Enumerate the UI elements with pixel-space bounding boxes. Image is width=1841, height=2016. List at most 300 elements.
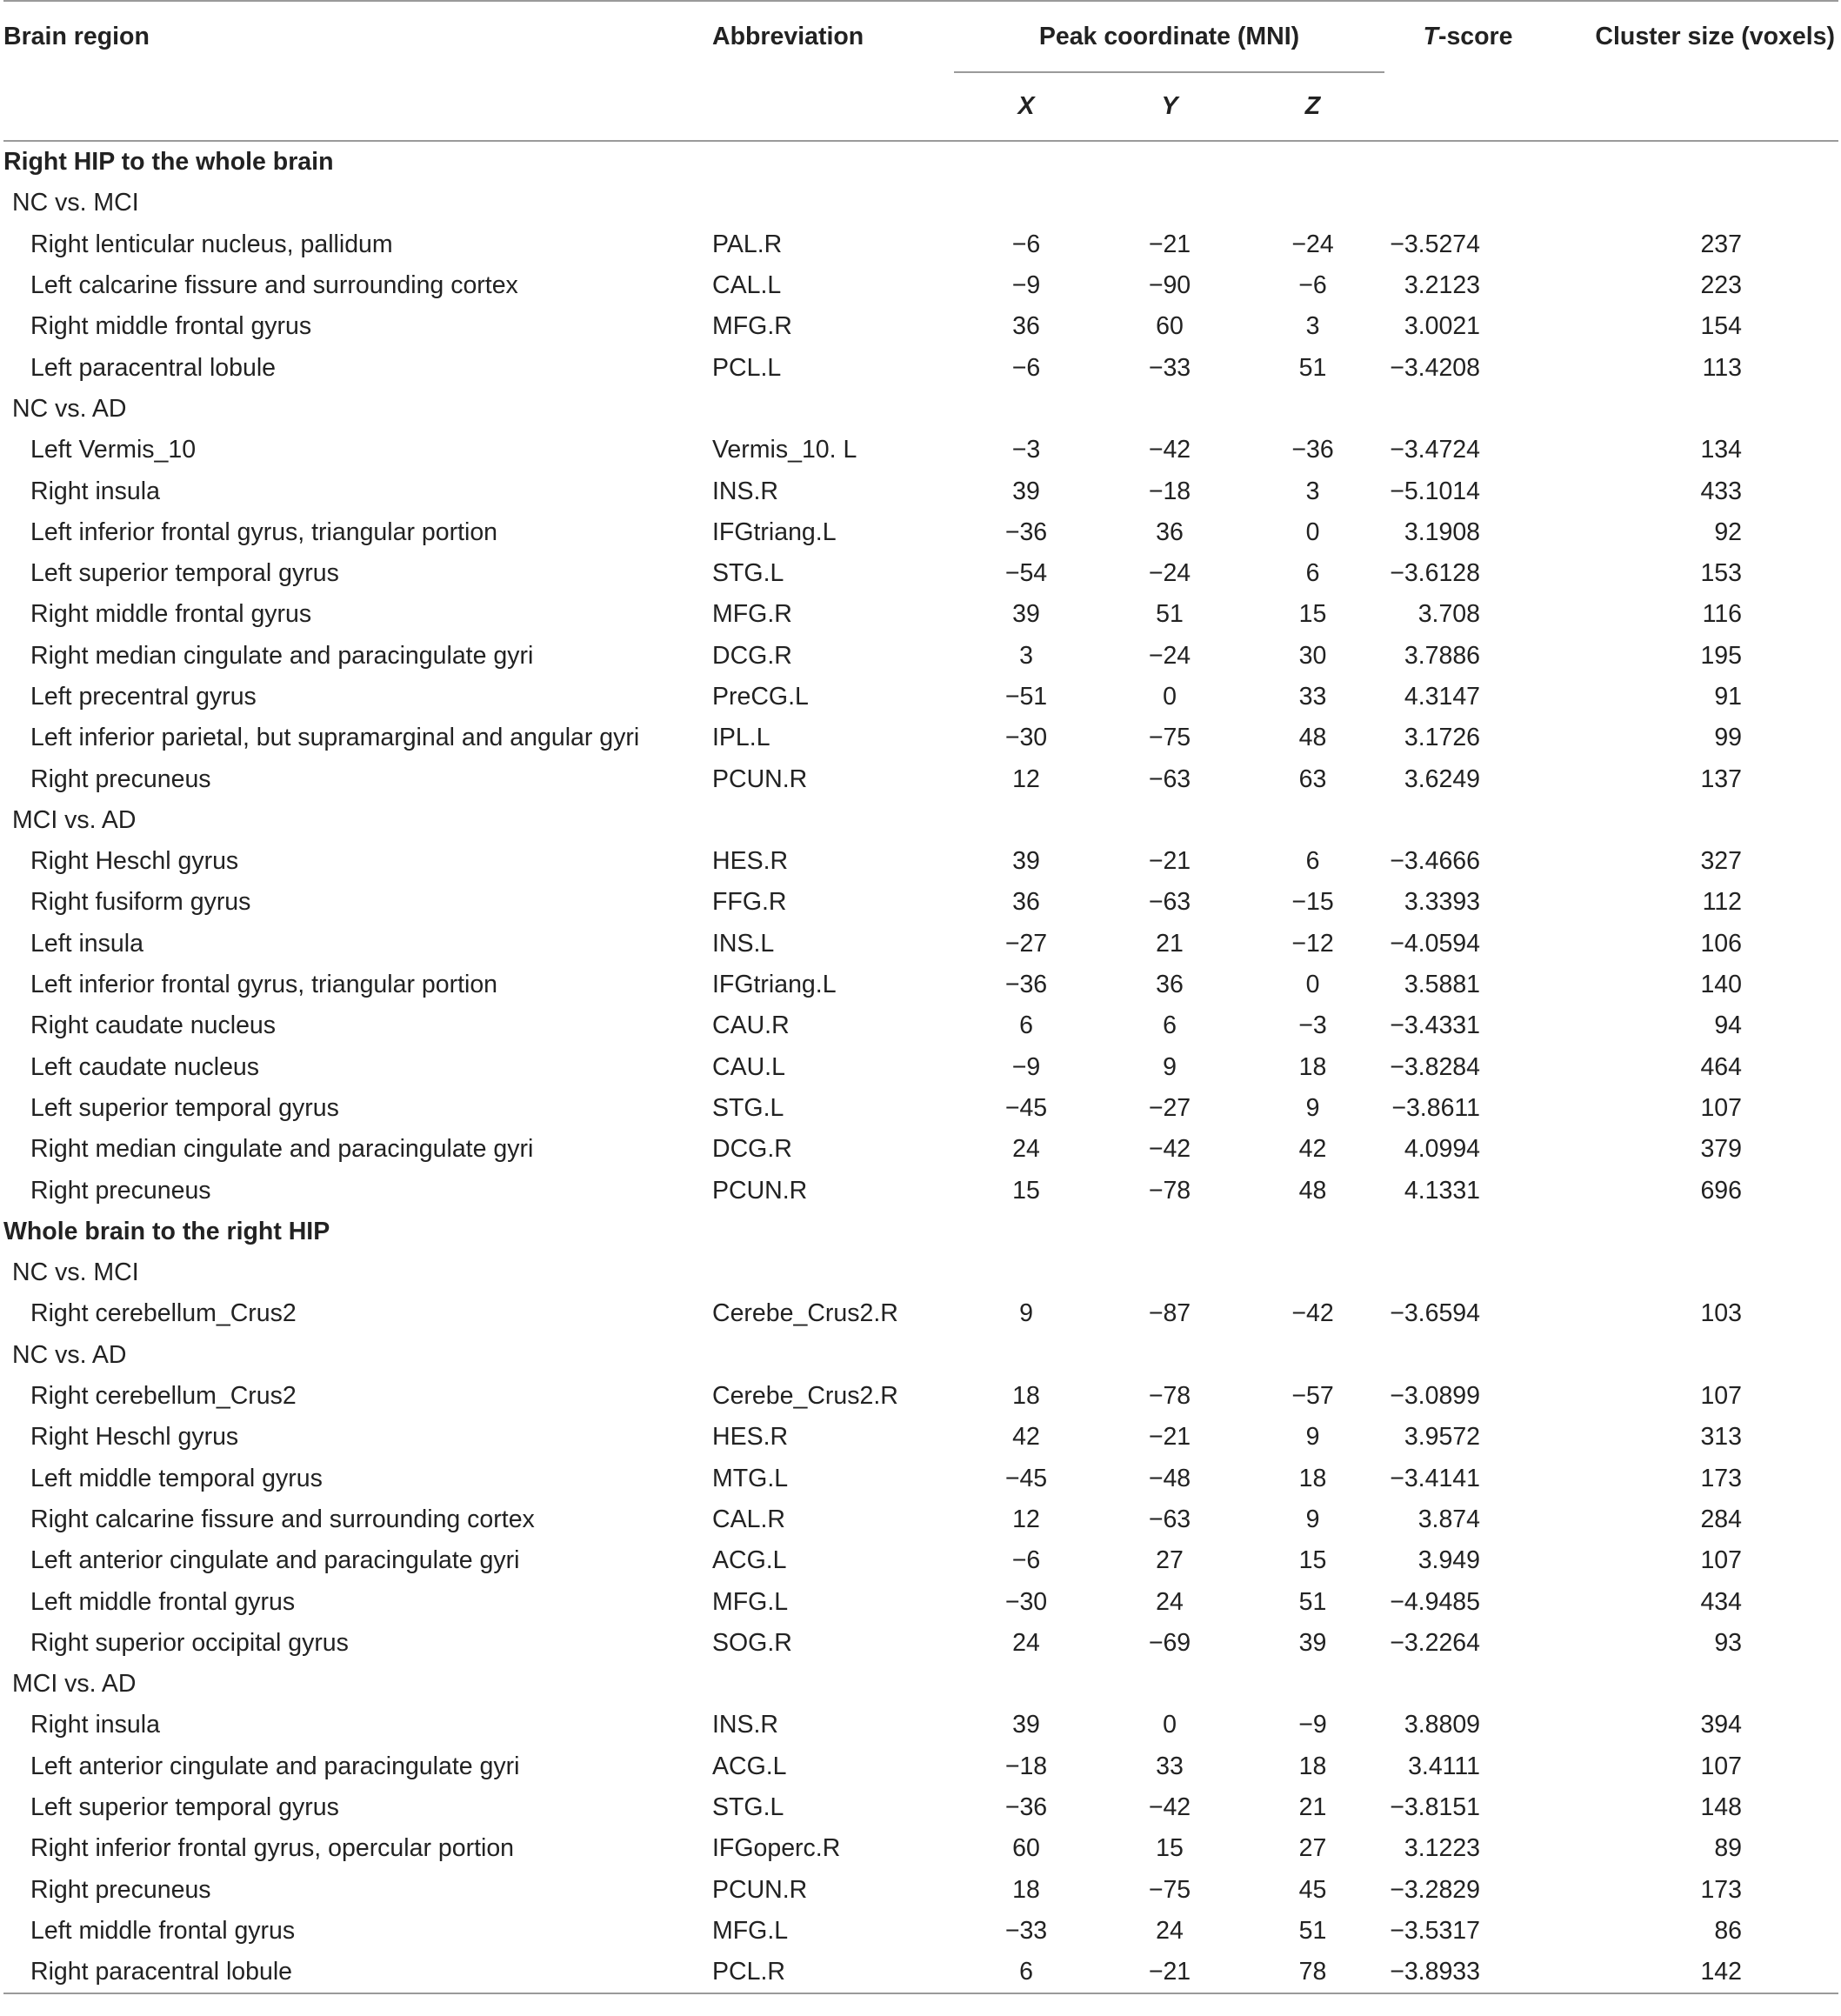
cluster-size-cell: 92 [1714, 517, 1743, 546]
y-coordinate-cell: 21 [1156, 929, 1184, 958]
z-coordinate-cell: 63 [1298, 764, 1327, 793]
cluster-size-cell: 137 [1700, 764, 1743, 793]
z-coordinate-cell: 15 [1298, 600, 1327, 629]
x-coordinate-cell: −3 [1011, 436, 1041, 464]
cluster-size-cell: 113 [1702, 353, 1743, 382]
t-score-cell: −3.0899 [1390, 1382, 1481, 1411]
table-row [3, 1828, 1838, 1869]
table-row [3, 636, 1838, 677]
y-coordinate-cell: −27 [1148, 1093, 1191, 1122]
brain-region-cell: Left superior temporal gyrus [30, 559, 339, 588]
comparison-row [3, 1664, 1838, 1705]
x-coordinate-cell: 18 [1012, 1382, 1040, 1411]
t-score-cell: 3.8809 [1404, 1711, 1481, 1739]
table-row [3, 1869, 1838, 1910]
abbreviation-cell: HES.R [712, 1423, 789, 1452]
table-row [3, 553, 1838, 594]
x-coordinate-cell: 36 [1012, 312, 1040, 341]
brain-region-cell: Right precuneus [30, 1176, 211, 1205]
table-row [3, 430, 1838, 471]
comparison-row [3, 800, 1838, 841]
x-coordinate-cell: −30 [1004, 1587, 1048, 1616]
y-coordinate-cell: −48 [1148, 1464, 1191, 1492]
brain-region-cell: Left superior temporal gyrus [30, 1093, 339, 1122]
x-coordinate-cell: 12 [1012, 1505, 1040, 1533]
y-coordinate-cell: −69 [1148, 1628, 1191, 1657]
table-header [3, 1, 1838, 141]
z-coordinate-cell: −57 [1291, 1382, 1334, 1411]
t-score-cell: −3.8611 [1391, 1093, 1481, 1122]
cluster-size-cell: 195 [1700, 641, 1743, 670]
abbreviation-cell: FFG.R [712, 888, 787, 917]
header-spacer [1578, 72, 1838, 141]
table-row [3, 1623, 1838, 1664]
table-row [3, 758, 1838, 799]
x-coordinate-cell: −6 [1011, 1546, 1041, 1575]
brain-region-cell: Right Heschl gyrus [30, 1423, 239, 1452]
brain-region-cell: Right median cingulate and paracingulate gyri [30, 1135, 534, 1164]
z-coordinate-cell: 48 [1298, 724, 1327, 752]
brain-region-cell: Left anterior cingulate and paracingulate gyri [30, 1752, 520, 1780]
table-row [3, 1459, 1838, 1499]
t-score-cell: −4.9485 [1390, 1587, 1481, 1616]
cluster-size-cell: 154 [1700, 312, 1743, 341]
y-coordinate-cell: −87 [1148, 1299, 1191, 1328]
z-coordinate-cell: 3 [1305, 312, 1320, 341]
abbreviation-cell: INS.R [712, 1711, 779, 1739]
table-row [3, 677, 1838, 718]
brain-region-cell: Right calcarine fissure and surrounding cortex [30, 1505, 535, 1533]
z-coordinate-cell: 9 [1305, 1423, 1320, 1452]
cluster-size-cell: 153 [1700, 559, 1743, 588]
comparison-row [3, 1252, 1838, 1293]
z-coordinate-cell: 33 [1298, 683, 1327, 711]
brain-region-cell: Left superior temporal gyrus [30, 1793, 339, 1822]
y-coordinate-cell: −75 [1148, 724, 1191, 752]
comparison-row [3, 389, 1838, 430]
table-row [3, 1911, 1838, 1952]
x-coordinate-cell: −36 [1004, 517, 1048, 546]
cluster-size-cell: 107 [1700, 1546, 1743, 1575]
abbreviation-cell: IFGoperc.R [712, 1834, 841, 1863]
z-coordinate-cell: −3 [1298, 1011, 1327, 1040]
z-coordinate-cell: 9 [1305, 1505, 1320, 1533]
t-score-cell: 3.2123 [1404, 271, 1481, 300]
t-score-cell: 3.1908 [1404, 517, 1481, 546]
brain-region-cell: Right inferior frontal gyrus, opercular portion [30, 1834, 515, 1863]
t-score-cell: 3.874 [1417, 1505, 1481, 1533]
comparison-label: NC vs. AD [12, 1340, 127, 1369]
abbreviation-cell: CAL.R [712, 1505, 785, 1533]
header-x: X [1017, 92, 1035, 120]
x-coordinate-cell: −36 [1004, 971, 1048, 999]
z-coordinate-cell: 51 [1298, 353, 1327, 382]
y-coordinate-cell: −42 [1148, 1135, 1191, 1164]
abbreviation-cell: MFG.R [712, 312, 792, 341]
y-coordinate-cell: −21 [1148, 847, 1191, 876]
abbreviation-cell: PCUN.R [712, 1176, 808, 1205]
abbreviation-cell: CAL.L [712, 271, 782, 300]
abbreviation-cell: IPL.L [712, 724, 770, 752]
t-score-cell: 3.949 [1417, 1546, 1481, 1575]
t-score-cell: −5.1014 [1390, 477, 1481, 505]
results-table [3, 0, 1838, 1994]
z-coordinate-cell: 48 [1298, 1176, 1327, 1205]
brain-region-cell: Right cerebellum_Crus2 [30, 1299, 297, 1328]
cluster-size-cell: 433 [1700, 477, 1743, 505]
abbreviation-cell: PCL.R [712, 1958, 785, 1986]
brain-region-cell: Right precuneus [30, 1875, 211, 1904]
y-coordinate-cell: 33 [1156, 1752, 1184, 1780]
cluster-size-cell: 434 [1700, 1587, 1743, 1616]
cluster-size-cell: 142 [1700, 1958, 1743, 1986]
abbreviation-cell: SOG.R [712, 1628, 792, 1657]
table-row [3, 924, 1838, 965]
table-row [3, 265, 1838, 306]
header-t-score-suffix: -score [1437, 23, 1513, 50]
z-coordinate-cell: −6 [1298, 271, 1327, 300]
z-coordinate-cell: 42 [1298, 1135, 1327, 1164]
brain-region-cell: Right median cingulate and paracingulate gyri [30, 641, 534, 670]
z-coordinate-cell: 6 [1305, 847, 1320, 876]
y-coordinate-cell: −78 [1148, 1176, 1191, 1205]
t-score-cell: −3.5317 [1390, 1916, 1481, 1945]
brain-region-cell: Right fusiform gyrus [30, 888, 251, 917]
brain-region-cell: Left inferior frontal gyrus, triangular portion [30, 971, 498, 999]
t-score-cell: −3.4331 [1390, 1011, 1481, 1040]
brain-region-cell: Right middle frontal gyrus [30, 600, 312, 629]
abbreviation-cell: MTG.L [712, 1464, 789, 1492]
t-score-cell: −3.4666 [1390, 847, 1481, 876]
brain-region-cell: Right precuneus [30, 764, 211, 793]
cluster-size-cell: 313 [1700, 1423, 1743, 1452]
cluster-size-cell: 94 [1714, 1011, 1743, 1040]
brain-region-cell: Left middle frontal gyrus [30, 1916, 296, 1945]
x-coordinate-cell: −33 [1004, 1916, 1048, 1945]
z-coordinate-cell: 78 [1298, 1958, 1327, 1986]
header-t-score-italic: T [1423, 23, 1438, 50]
z-coordinate-cell: 45 [1298, 1875, 1327, 1904]
brain-region-cell: Right insula [30, 477, 160, 505]
table-row [3, 882, 1838, 923]
z-coordinate-cell: 51 [1298, 1916, 1327, 1945]
x-coordinate-cell: 3 [1019, 641, 1033, 670]
abbreviation-cell: Cerebe_Crus2.R [712, 1382, 898, 1411]
x-coordinate-cell: 39 [1012, 477, 1040, 505]
t-score-cell: 4.0994 [1404, 1135, 1481, 1164]
cluster-size-cell: 140 [1700, 971, 1743, 999]
y-coordinate-cell: −63 [1148, 764, 1191, 793]
brain-region-cell: Right middle frontal gyrus [30, 312, 312, 341]
header-y: Y [1161, 92, 1178, 120]
cluster-size-cell: 107 [1700, 1382, 1743, 1411]
section-heading: Whole brain to the right HIP [3, 1217, 330, 1245]
x-coordinate-cell: −54 [1004, 559, 1048, 588]
cluster-size-cell: 379 [1700, 1135, 1743, 1164]
t-score-cell: −3.4724 [1390, 436, 1481, 464]
z-coordinate-cell: 18 [1298, 1052, 1327, 1081]
table-row [3, 1417, 1838, 1458]
brain-region-cell: Left Vermis_10 [30, 436, 197, 464]
abbreviation-cell: STG.L [712, 1793, 784, 1822]
y-coordinate-cell: −21 [1148, 230, 1191, 258]
abbreviation-cell: CAU.L [712, 1052, 785, 1081]
header-cluster-size: Cluster size (voxels) [1595, 23, 1836, 50]
comparison-label: NC vs. MCI [12, 189, 139, 217]
x-coordinate-cell: 39 [1012, 1711, 1040, 1739]
t-score-cell: 3.1726 [1404, 724, 1481, 752]
x-coordinate-cell: 39 [1012, 600, 1040, 629]
cluster-size-cell: 89 [1714, 1834, 1743, 1863]
abbreviation-cell: IFGtriang.L [712, 517, 837, 546]
header-spacer [712, 72, 954, 141]
table-row [3, 1170, 1838, 1211]
cluster-size-cell: 327 [1700, 847, 1743, 876]
table-row [3, 224, 1838, 265]
section-row [3, 1212, 1838, 1252]
z-coordinate-cell: 51 [1298, 1587, 1327, 1616]
y-coordinate-cell: −21 [1148, 1423, 1191, 1452]
y-coordinate-cell: 15 [1156, 1834, 1184, 1863]
abbreviation-cell: MFG.L [712, 1916, 789, 1945]
brain-region-cell: Right paracentral lobule [30, 1958, 293, 1986]
z-coordinate-cell: 18 [1298, 1464, 1327, 1492]
brain-region-cell: Right Heschl gyrus [30, 847, 239, 876]
section-heading: Right HIP to the whole brain [3, 148, 334, 177]
x-coordinate-cell: 15 [1012, 1176, 1040, 1205]
comparison-label: NC vs. MCI [12, 1258, 139, 1287]
table-row [3, 718, 1838, 758]
x-coordinate-cell: −9 [1011, 271, 1041, 300]
table-row [3, 471, 1838, 511]
t-score-cell: −3.8284 [1390, 1052, 1481, 1081]
x-coordinate-cell: −30 [1004, 724, 1048, 752]
y-coordinate-cell: −75 [1148, 1875, 1191, 1904]
z-coordinate-cell: 18 [1298, 1752, 1327, 1780]
t-score-cell: −3.4208 [1390, 353, 1481, 382]
abbreviation-cell: ACG.L [712, 1752, 787, 1780]
z-coordinate-cell: 27 [1298, 1834, 1327, 1863]
table-row [3, 1581, 1838, 1622]
x-coordinate-cell: −45 [1004, 1093, 1048, 1122]
abbreviation-cell: ACG.L [712, 1546, 787, 1575]
table-row [3, 841, 1838, 882]
comparison-label: NC vs. AD [12, 394, 127, 423]
z-coordinate-cell: −15 [1291, 888, 1334, 917]
table-row [3, 512, 1838, 553]
cluster-size-cell: 86 [1714, 1916, 1743, 1945]
x-coordinate-cell: 6 [1019, 1011, 1033, 1040]
comparison-row [3, 183, 1838, 224]
abbreviation-cell: PAL.R [712, 230, 783, 258]
x-coordinate-cell: 60 [1012, 1834, 1040, 1863]
brain-region-cell: Right cerebellum_Crus2 [30, 1382, 297, 1411]
t-score-cell: 3.9572 [1404, 1423, 1481, 1452]
cluster-size-cell: 112 [1702, 888, 1743, 917]
x-coordinate-cell: −9 [1011, 1052, 1041, 1081]
header-abbreviation: Abbreviation [712, 23, 864, 50]
t-score-cell: 3.3393 [1404, 888, 1481, 917]
cluster-size-cell: 107 [1700, 1093, 1743, 1122]
header-t-score [1384, 1, 1578, 72]
abbreviation-cell: PCL.L [712, 353, 782, 382]
brain-region-cell: Left middle frontal gyrus [30, 1587, 296, 1616]
abbreviation-cell: MFG.R [712, 600, 792, 629]
comparison-label: MCI vs. AD [12, 805, 137, 834]
brain-region-cell: Left inferior parietal, but supramarginal and angular gyri [30, 724, 640, 752]
table-row [3, 1705, 1838, 1746]
abbreviation-cell: IFGtriang.L [712, 971, 837, 999]
table-row [3, 1376, 1838, 1417]
y-coordinate-cell: 36 [1156, 971, 1184, 999]
brain-region-cell: Left precentral gyrus [30, 683, 257, 711]
cluster-size-cell: 173 [1700, 1464, 1743, 1492]
table-row [3, 1952, 1838, 1993]
header-peak-coordinate: Peak coordinate (MNI) [954, 1, 1384, 72]
brain-region-cell: Right superior occipital gyrus [30, 1628, 349, 1657]
cluster-size-cell: 106 [1700, 929, 1743, 958]
y-coordinate-cell: −18 [1148, 477, 1191, 505]
t-score-cell: 3.4111 [1408, 1752, 1481, 1780]
table-row [3, 1005, 1838, 1046]
y-coordinate-cell: −42 [1148, 1793, 1191, 1822]
y-coordinate-cell: −42 [1148, 436, 1191, 464]
table-row [3, 1499, 1838, 1540]
abbreviation-cell: PreCG.L [712, 683, 809, 711]
abbreviation-cell: MFG.L [712, 1587, 789, 1616]
x-coordinate-cell: −6 [1011, 353, 1041, 382]
y-coordinate-cell: −21 [1148, 1958, 1191, 1986]
cluster-size-cell: 134 [1700, 436, 1743, 464]
header-spacer [1384, 72, 1578, 141]
table-row [3, 347, 1838, 388]
y-coordinate-cell: 0 [1163, 683, 1177, 711]
x-coordinate-cell: 24 [1012, 1628, 1040, 1657]
t-score-cell: −3.2264 [1390, 1628, 1481, 1657]
z-coordinate-cell: 6 [1305, 559, 1320, 588]
abbreviation-cell: DCG.R [712, 641, 792, 670]
z-coordinate-cell: 3 [1305, 477, 1320, 505]
cluster-size-cell: 99 [1714, 724, 1743, 752]
cluster-size-cell: 464 [1700, 1052, 1743, 1081]
y-coordinate-cell: −24 [1148, 641, 1191, 670]
x-coordinate-cell: 9 [1019, 1299, 1033, 1328]
y-coordinate-cell: 60 [1156, 312, 1184, 341]
x-coordinate-cell: 6 [1019, 1958, 1033, 1986]
comparison-label: MCI vs. AD [12, 1670, 137, 1699]
t-score-cell: −3.6594 [1390, 1299, 1481, 1328]
brain-region-cell: Right insula [30, 1711, 160, 1739]
table-row [3, 594, 1838, 635]
table-row [3, 1746, 1838, 1787]
t-score-cell: −3.4141 [1390, 1464, 1481, 1492]
z-coordinate-cell: 0 [1305, 971, 1320, 999]
abbreviation-cell: INS.R [712, 477, 779, 505]
y-coordinate-cell: −24 [1148, 559, 1191, 588]
cluster-size-cell: 237 [1700, 230, 1743, 258]
t-score-cell: −3.6128 [1390, 559, 1481, 588]
cluster-size-cell: 173 [1700, 1875, 1743, 1904]
table-row [3, 1088, 1838, 1129]
y-coordinate-cell: 27 [1156, 1546, 1184, 1575]
t-score-cell: 4.3147 [1404, 683, 1481, 711]
abbreviation-cell: Vermis_10. L [712, 436, 857, 464]
header-z: Z [1304, 92, 1321, 120]
z-coordinate-cell: −24 [1291, 230, 1334, 258]
table-row [3, 1047, 1838, 1088]
x-coordinate-cell: 42 [1012, 1423, 1040, 1452]
x-coordinate-cell: 12 [1012, 764, 1040, 793]
y-coordinate-cell: 24 [1156, 1916, 1184, 1945]
comparison-row [3, 1335, 1838, 1376]
table-row [3, 1293, 1838, 1334]
cluster-size-cell: 394 [1700, 1711, 1743, 1739]
brain-region-cell: Right caudate nucleus [30, 1011, 277, 1040]
table-row [3, 306, 1838, 347]
t-score-cell: 3.0021 [1404, 312, 1481, 341]
cluster-size-cell: 223 [1700, 271, 1743, 300]
t-score-cell: 3.708 [1417, 600, 1481, 629]
table-body [3, 141, 1838, 1993]
t-score-cell: −4.0594 [1390, 929, 1481, 958]
abbreviation-cell: HES.R [712, 847, 789, 876]
z-coordinate-cell: 15 [1298, 1546, 1327, 1575]
y-coordinate-cell: −33 [1148, 353, 1191, 382]
t-score-cell: 3.7886 [1404, 641, 1481, 670]
x-coordinate-cell: −6 [1011, 230, 1041, 258]
brain-region-cell: Left inferior frontal gyrus, triangular portion [30, 517, 498, 546]
y-coordinate-cell: 24 [1156, 1587, 1184, 1616]
z-coordinate-cell: −42 [1291, 1299, 1334, 1328]
cluster-size-cell: 116 [1702, 600, 1743, 629]
x-coordinate-cell: 36 [1012, 888, 1040, 917]
abbreviation-cell: STG.L [712, 1093, 784, 1122]
brain-region-cell: Left caudate nucleus [30, 1052, 260, 1081]
y-coordinate-cell: 36 [1156, 517, 1184, 546]
section-row [3, 141, 1838, 183]
y-coordinate-cell: −90 [1148, 271, 1191, 300]
z-coordinate-cell: −36 [1291, 436, 1334, 464]
cluster-size-cell: 148 [1700, 1793, 1743, 1822]
abbreviation-cell: DCG.R [712, 1135, 792, 1164]
z-coordinate-cell: −9 [1298, 1711, 1327, 1739]
x-coordinate-cell: 18 [1012, 1875, 1040, 1904]
z-coordinate-cell: 30 [1298, 641, 1327, 670]
t-score-cell: −3.8151 [1390, 1793, 1481, 1822]
y-coordinate-cell: 51 [1156, 600, 1184, 629]
abbreviation-cell: STG.L [712, 559, 784, 588]
t-score-cell: 3.6249 [1404, 764, 1481, 793]
table-row [3, 965, 1838, 1005]
table-row [3, 1129, 1838, 1170]
y-coordinate-cell: −63 [1148, 888, 1191, 917]
cluster-size-cell: 91 [1714, 683, 1743, 711]
x-coordinate-cell: −51 [1004, 683, 1048, 711]
table-row [3, 1787, 1838, 1828]
abbreviation-cell: CAU.R [712, 1011, 790, 1040]
t-score-cell: 4.1331 [1404, 1176, 1481, 1205]
x-coordinate-cell: −18 [1004, 1752, 1048, 1780]
brain-region-cell: Left middle temporal gyrus [30, 1464, 323, 1492]
y-coordinate-cell: 9 [1163, 1052, 1177, 1081]
cluster-size-cell: 93 [1714, 1628, 1743, 1657]
x-coordinate-cell: −36 [1004, 1793, 1048, 1822]
table-row [3, 1540, 1838, 1581]
brain-region-cell: Left insula [30, 929, 143, 958]
brain-region-cell: Left paracentral lobule [30, 353, 277, 382]
header-spacer [3, 72, 712, 141]
brain-region-cell: Left calcarine fissure and surrounding cortex [30, 271, 518, 300]
